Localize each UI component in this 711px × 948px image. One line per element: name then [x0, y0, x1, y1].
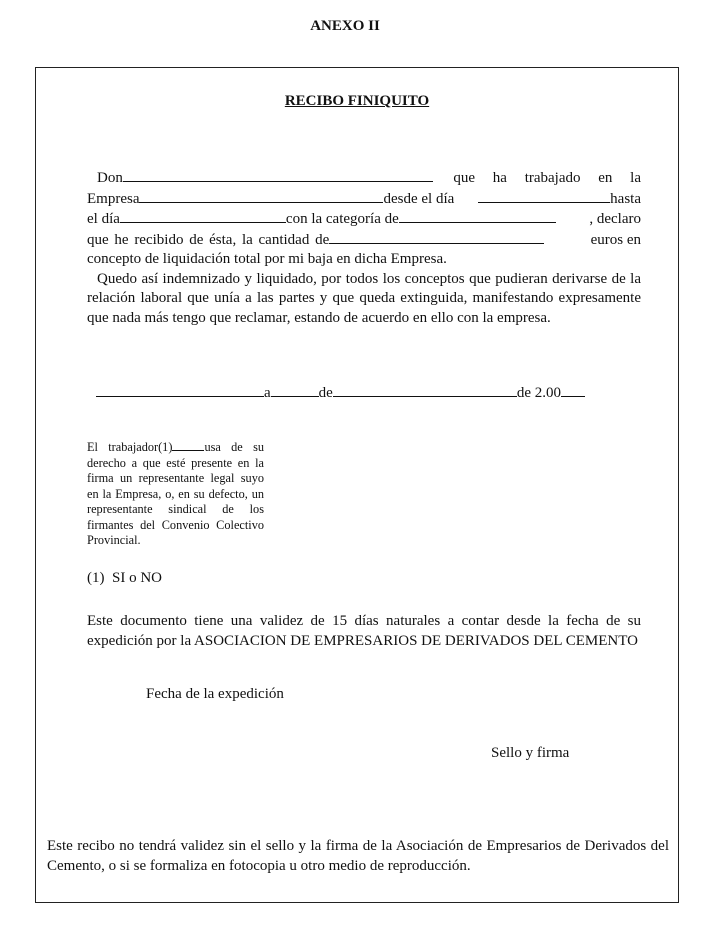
line-concept — [87, 250, 641, 270]
worker-representative-text — [87, 440, 264, 549]
year-field[interactable] — [561, 383, 585, 397]
line-end-date — [87, 209, 641, 230]
label-euros: euros en — [590, 231, 641, 248]
si-no-field[interactable] — [172, 440, 204, 451]
line-company — [87, 189, 641, 210]
receipt-frame — [35, 67, 679, 903]
date-line — [96, 383, 585, 402]
label-the-day: el día — [87, 211, 120, 227]
label-a: a — [264, 385, 271, 401]
month-field[interactable] — [333, 383, 517, 397]
receipt-paragraph-2: Quedo así indemnizado y liquidado, por todos los conceptos que pudieran derivarse de la relación laboral que unía a las partes y que queda extinguida, manifestando expresamente que nada más tengo que reclamar, estando de acuerdo en ello con la empresa. — [87, 270, 641, 326]
label-until: hasta — [610, 190, 641, 207]
day-field[interactable] — [271, 383, 319, 397]
label-worked-in: que ha trabajado en la — [453, 170, 641, 186]
company-field[interactable] — [139, 189, 383, 203]
validity-text: Este documento tiene una validez de 15 días naturales a contar desde la fecha de su expedición por la ASOCIACION DE EMPRESARIOS DE DERIVADOS DEL CEMENTO — [87, 613, 641, 649]
worker-name-field[interactable] — [123, 168, 433, 182]
label-don: Don — [97, 170, 123, 186]
line-amount — [87, 230, 641, 251]
footer-disclaimer: Este recibo no tendrá validez sin el sello y la firma de la Asociación de Empresarios de Derivados del Cemento, o si se formaliza en fotocopia u otro medio de reproducción. — [47, 838, 669, 874]
receipt-paragraph-1 — [87, 168, 641, 328]
label-amount: que he recibido de ésta, la cantidad de — [87, 231, 330, 248]
stamp-signature-label: Sello y firma — [491, 745, 570, 761]
label-category-of: con la categoría de — [285, 211, 399, 227]
label-worker: El trabajador(1) — [87, 440, 173, 454]
label-from-day: desde el día — [383, 190, 455, 207]
end-date-field[interactable] — [120, 209, 286, 223]
category-field[interactable] — [399, 209, 556, 223]
start-date-field[interactable] — [478, 189, 610, 203]
worker-text-rest: usa de su derecho a que esté presente en la firma un representante legal suyo en la Empresa, o, en su defecto, un representante sindical de los firmantes del Convenio Colectivo Provincial. — [87, 440, 264, 547]
place-field[interactable] — [96, 383, 264, 397]
label-de: de — [318, 385, 333, 401]
label-year: de 2.00 — [516, 385, 562, 401]
receipt-title: RECIBO FINIQUITO — [284, 93, 430, 109]
label-concept: concepto de liquidación total por mi baja en dicha Empresa. — [87, 251, 447, 267]
line-worker-name — [87, 168, 641, 189]
label-declare: , declaro — [589, 211, 641, 227]
label-company: Empresa — [87, 190, 140, 207]
amount-field[interactable] — [329, 230, 544, 244]
expedition-date-label: Fecha de la expedición — [146, 686, 284, 702]
annex-title: ANEXO II — [310, 18, 380, 34]
footnote-si-no: (1) SI o NO — [87, 570, 162, 586]
